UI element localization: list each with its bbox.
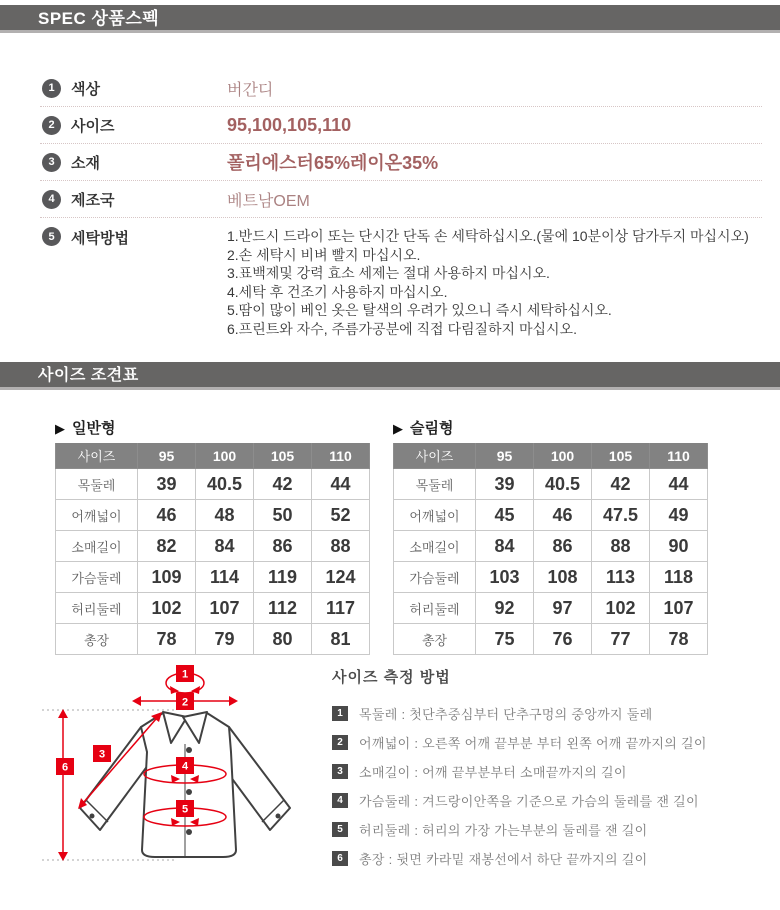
size-table-value-cell: 102 (138, 593, 196, 624)
measure-guide-items (332, 705, 772, 866)
measure-guide-item (332, 821, 772, 837)
size-table-title (393, 420, 708, 438)
measure-item-number-badge: 2 (332, 735, 348, 750)
size-table-value-cell: 108 (534, 562, 592, 593)
size-table-value-cell: 45 (476, 500, 534, 531)
size-table-header-cell: 사이즈 (56, 443, 138, 469)
size-table-header-cell: 110 (650, 443, 708, 469)
wash-instruction-line: 1.반드시 드라이 또는 단시간 단독 손 세탁하십시오.(물에 10분이상 담가두지 마십시오) (227, 228, 749, 244)
size-table-value-cell: 79 (196, 624, 254, 655)
measure-guide-item (332, 763, 772, 779)
size-table-value-cell: 40.5 (534, 469, 592, 500)
triangle-marker-icon: ▶ (55, 421, 65, 436)
size-table-value-cell: 92 (476, 593, 534, 624)
size-table-value-cell: 50 (254, 500, 312, 531)
diagram-badge-2: 2 (181, 696, 189, 709)
size-table-value-cell: 124 (312, 562, 370, 593)
size-table-value-cell: 90 (650, 531, 708, 562)
measure-item-text: 가슴둘레 : 겨드랑이안쪽을 기준으로 가슴의 둘레를 잰 길이 (359, 793, 699, 809)
measure-guide-title: 사이즈 측정 방법 (332, 669, 451, 686)
size-table-value-cell: 42 (254, 469, 312, 500)
size-table-row-label: 목둘레 (56, 469, 138, 500)
size-table-value-cell: 78 (138, 624, 196, 655)
size-table-value-cell: 39 (138, 469, 196, 500)
size-table-regular (55, 420, 370, 655)
size-table-value-cell: 78 (650, 624, 708, 655)
spec-list (40, 70, 762, 338)
size-table-header-cell: 95 (138, 443, 196, 469)
size-table-header-cell: 105 (592, 443, 650, 469)
size-table (393, 443, 708, 655)
diagram-badge-5: 5 (181, 803, 189, 816)
measure-item-number-badge: 3 (332, 764, 348, 779)
diagram-badge-1: 1 (181, 668, 189, 681)
size-table-row-label: 어깨넓이 (394, 500, 476, 531)
size-table-value-cell: 39 (476, 469, 534, 500)
size-table-value-cell: 86 (534, 531, 592, 562)
size-table-row-label: 허리둘레 (56, 593, 138, 624)
size-table-value-cell: 82 (138, 531, 196, 562)
shirt-outline-icon (80, 712, 290, 857)
size-table-row (56, 500, 370, 531)
size-table-row (394, 469, 708, 500)
size-table-value-cell: 117 (312, 593, 370, 624)
size-table-row (56, 531, 370, 562)
spec-row-value: 베트남OEM (227, 192, 310, 210)
size-table-value-cell: 112 (254, 593, 312, 624)
measure-item-text: 목둘레 : 첫단추중심부터 단추구멍의 중앙까지 둘레 (359, 706, 653, 722)
size-table-value-cell: 40.5 (196, 469, 254, 500)
wash-instruction-line: 2.손 세탁시 비벼 빨지 마십시오. (227, 246, 421, 263)
measure-item-text: 소매길이 : 어깨 끝부분부터 소매끝까지의 길이 (359, 764, 627, 780)
size-table-row (394, 500, 708, 531)
measure-item-number-badge: 4 (332, 793, 348, 808)
spec-row-value: 버간디 (227, 81, 274, 99)
spec-row-label: 사이즈 (71, 117, 115, 135)
measure-guide-item (332, 850, 772, 866)
size-table-value-cell: 119 (254, 562, 312, 593)
spec-row-label: 세탁방법 (71, 230, 129, 247)
spec-row-number-badge: 5 (42, 227, 61, 246)
measure-guide-item (332, 734, 772, 750)
size-table-row (394, 531, 708, 562)
size-table-value-cell: 88 (592, 531, 650, 562)
size-table-value-cell: 44 (312, 469, 370, 500)
wash-instruction-line: 3.표백제및 강력 효소 세제는 절대 사용하지 마십시오. (227, 265, 550, 281)
size-table-title-label: 슬림형 (410, 420, 454, 437)
spec-row (40, 107, 762, 144)
wash-instruction-line: 6.프린트와 자수, 주름가공분에 직접 다림질하지 마십시오. (227, 320, 577, 337)
size-table-row-label: 허리둘레 (394, 593, 476, 624)
size-table-title-label: 일반형 (72, 420, 116, 437)
size-table-body (56, 469, 370, 655)
size-table-value-cell: 107 (196, 593, 254, 624)
size-table-row-label: 총장 (56, 624, 138, 655)
size-table-value-cell: 113 (592, 562, 650, 593)
spec-row-label: 소재 (71, 154, 100, 172)
size-table-value-cell: 77 (592, 624, 650, 655)
size-table-header-row (56, 443, 370, 469)
measure-guide (332, 666, 772, 879)
spec-row-label: 색상 (71, 80, 100, 98)
wash-instruction-line: 5.땀이 많이 베인 옷은 탈색의 우려가 있으니 즉시 세탁하십시오. (227, 302, 612, 318)
size-table-value-cell: 48 (196, 500, 254, 531)
spec-section-title: SPEC 상품스펙 (38, 9, 160, 28)
size-table-value-cell: 81 (312, 624, 370, 655)
spec-row (40, 181, 762, 218)
size-table-row (394, 593, 708, 624)
size-table-value-cell: 75 (476, 624, 534, 655)
size-table-value-cell: 97 (534, 593, 592, 624)
spec-row (40, 70, 762, 107)
size-chart-section-title: 사이즈 조견표 (38, 367, 139, 384)
size-table-slim (393, 420, 708, 655)
measure-item-text: 어깨넓이 : 오른쪽 어깨 끝부분 부터 왼쪽 어깨 끝까지의 길이 (359, 735, 707, 751)
spec-row-value: 폴리에스터65%레이온35% (227, 153, 439, 173)
size-table-row-label: 총장 (394, 624, 476, 655)
spec-row-number-badge: 1 (42, 79, 61, 98)
size-table-value-cell: 84 (196, 531, 254, 562)
size-table-head (56, 443, 370, 469)
size-table-row-label: 소매길이 (394, 531, 476, 562)
size-table-value-cell: 42 (592, 469, 650, 500)
size-table-value-cell: 86 (254, 531, 312, 562)
spec-row-wash (40, 218, 762, 338)
size-table-header-cell: 100 (534, 443, 592, 469)
spec-section-header (0, 5, 780, 33)
measure-item-number-badge: 1 (332, 706, 348, 721)
size-table-header-cell: 105 (254, 443, 312, 469)
measure-item-text: 총장 : 뒷면 카라밑 재봉선에서 하단 끝까지의 길이 (359, 851, 648, 867)
size-table-value-cell: 46 (138, 500, 196, 531)
diagram-badge-4: 4 (181, 760, 189, 773)
wash-instructions (227, 227, 749, 338)
measure-item-number-badge: 5 (332, 822, 348, 837)
measure-item-text: 허리둘레 : 허리의 가장 가는부분의 둘레를 잰 길이 (359, 822, 648, 838)
size-table-value-cell: 49 (650, 500, 708, 531)
size-table-body (394, 469, 708, 655)
size-table-row (394, 562, 708, 593)
size-table-value-cell: 80 (254, 624, 312, 655)
diagram-badge-6: 6 (61, 761, 69, 774)
size-table-row-label: 가슴둘레 (56, 562, 138, 593)
size-table-header-cell: 100 (196, 443, 254, 469)
wash-instruction-line: 4.세탁 후 건조기 사용하지 마십시오. (227, 283, 448, 300)
diagram-badge-3: 3 (98, 748, 106, 761)
shirt-measurement-diagram (30, 650, 325, 895)
size-table-header-cell: 95 (476, 443, 534, 469)
size-table-value-cell: 88 (312, 531, 370, 562)
spec-row-number-badge: 2 (42, 116, 61, 135)
size-table-value-cell: 114 (196, 562, 254, 593)
size-table-value-cell: 76 (534, 624, 592, 655)
size-table-row (56, 593, 370, 624)
measure-guide-item (332, 705, 772, 721)
triangle-marker-icon: ▶ (393, 421, 403, 436)
size-table-value-cell: 52 (312, 500, 370, 531)
measure-guide-item (332, 792, 772, 808)
size-table-header-cell: 110 (312, 443, 370, 469)
size-table (55, 443, 370, 655)
size-table-header-cell: 사이즈 (394, 443, 476, 469)
size-table-value-cell: 102 (592, 593, 650, 624)
size-table-value-cell: 107 (650, 593, 708, 624)
spec-row-label: 제조국 (71, 191, 115, 209)
size-table-value-cell: 103 (476, 562, 534, 593)
spec-row-number-badge: 3 (42, 153, 61, 172)
size-table-head (394, 443, 708, 469)
size-table-value-cell: 47.5 (592, 500, 650, 531)
measure-item-number-badge: 6 (332, 851, 348, 866)
size-table-value-cell: 44 (650, 469, 708, 500)
size-table-row-label: 가슴둘레 (394, 562, 476, 593)
size-table-value-cell: 46 (534, 500, 592, 531)
size-table-row (394, 624, 708, 655)
size-table-row-label: 목둘레 (394, 469, 476, 500)
size-table-value-cell: 84 (476, 531, 534, 562)
spec-row-number-badge: 4 (42, 190, 61, 209)
size-table-row-label: 소매길이 (56, 531, 138, 562)
size-table-row (56, 562, 370, 593)
spec-row (40, 144, 762, 181)
size-table-value-cell: 109 (138, 562, 196, 593)
size-table-value-cell: 118 (650, 562, 708, 593)
spec-row-value: 95,100,105,110 (227, 114, 352, 135)
size-table-row-label: 어깨넓이 (56, 500, 138, 531)
size-table-row (56, 469, 370, 500)
size-table-title (55, 420, 370, 438)
size-table-header-row (394, 443, 708, 469)
size-chart-section-header (0, 362, 780, 390)
